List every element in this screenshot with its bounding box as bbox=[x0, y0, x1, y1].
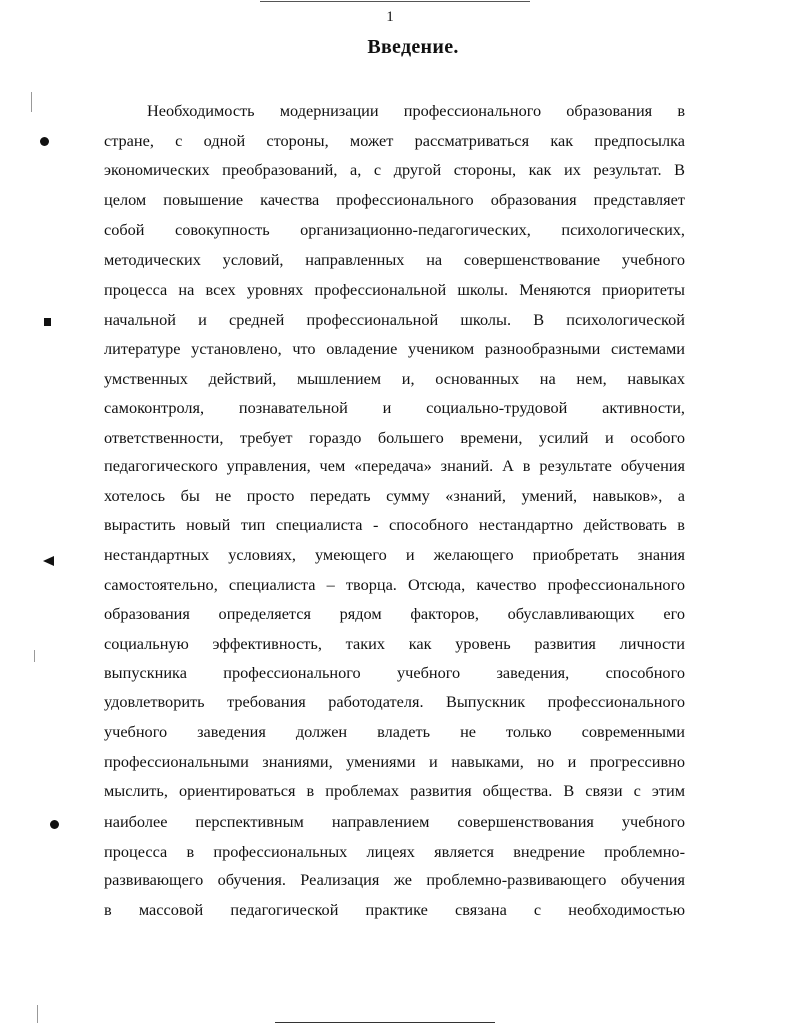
page-number: 1 bbox=[386, 9, 394, 25]
text-line: литературе установлено, что овладение учеником разнообразными системами bbox=[104, 339, 685, 358]
text-line: экономических преобразований, а, с другой стороны, как их результат. В bbox=[104, 160, 685, 179]
text-line: вырастить новый тип специалиста - способного нестандартно действовать в bbox=[104, 515, 685, 534]
text-line: в массовой педагогической практике связана с необходимостью bbox=[104, 900, 685, 919]
text-line: начальной и средней профессиональной школы. В психологической bbox=[104, 310, 685, 329]
text-line: стране, с одной стороны, может рассматриваться как предпосылка bbox=[104, 131, 685, 150]
text-line: собой совокупность организационно-педагогических, психологических, bbox=[104, 220, 685, 239]
text-line: нестандартных условиях, умеющего и желающего приобретать знания bbox=[104, 545, 685, 564]
text-line: процесса в профессиональных лицеях является внедрение проблемно- bbox=[104, 842, 685, 861]
text-line: самоконтроля, познавательной и социально-трудовой активности, bbox=[104, 398, 685, 417]
text-line: образования определяется рядом факторов, обуславливающих его bbox=[104, 604, 685, 623]
text-line: педагогического управления, чем «передача» знаний. А в результате обучения bbox=[104, 456, 685, 475]
text-line: методических условий, направленных на совершенствование учебного bbox=[104, 250, 685, 269]
text-line: самостоятельно, специалиста – творца. Отсюда, качество профессионального bbox=[104, 575, 685, 594]
text-line: учебного заведения должен владеть не только современными bbox=[104, 722, 685, 741]
page-title: Введение. bbox=[367, 36, 459, 58]
text-line: удовлетворить требования работодателя. Выпускник профессионального bbox=[104, 692, 685, 711]
text-line: процесса на всех уровнях профессиональной школы. Меняются приоритеты bbox=[104, 280, 685, 299]
text-line: развивающего обучения. Реализация же проблемно-развивающего обучения bbox=[104, 870, 685, 889]
text-line: профессиональными знаниями, умениями и навыками, но и прогрессивно bbox=[104, 752, 685, 771]
text-line: мыслить, ориентироваться в проблемах развития общества. В связи с этим bbox=[104, 781, 685, 800]
text-line: социальную эффективность, таких как уровень развития личности bbox=[104, 634, 685, 653]
text-line: хотелось бы не просто передать сумму «знаний, умений, навыков», а bbox=[104, 486, 685, 505]
text-line: целом повышение качества профессионального образования представляет bbox=[104, 190, 685, 209]
text-line: ответственности, требует гораздо большего времени, усилий и особого bbox=[104, 428, 685, 447]
text-line: Необходимость модернизации профессионального образования в bbox=[147, 101, 685, 120]
text-line: наиболее перспективным направлением совершенствования учебного bbox=[104, 812, 685, 831]
text-line: выпускника профессионального учебного заведения, способного bbox=[104, 663, 685, 682]
text-line: умственных действий, мышлением и, основанных на нем, навыках bbox=[104, 369, 685, 388]
